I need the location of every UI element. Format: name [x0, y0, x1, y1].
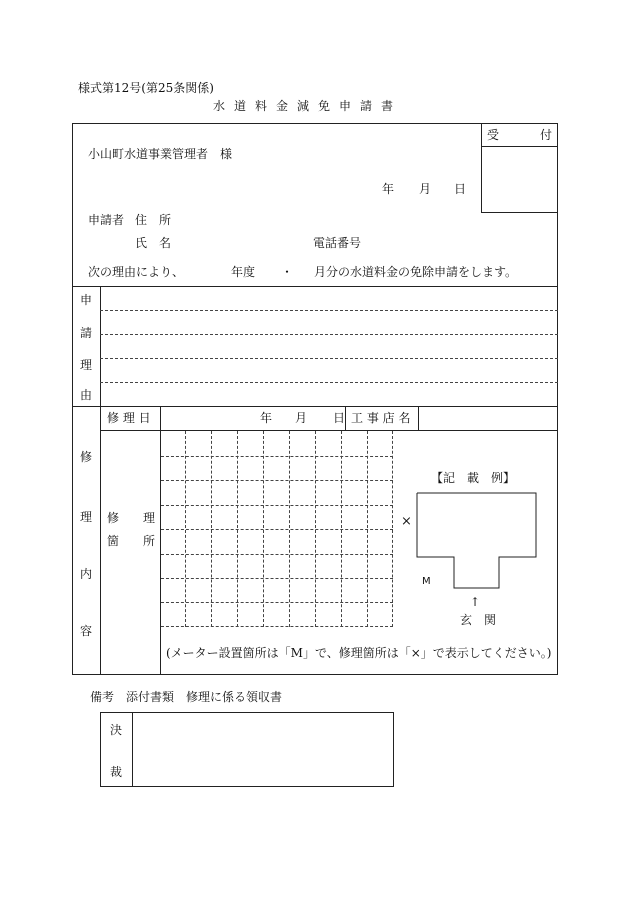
repair-date-month[interactable]: 月: [295, 411, 308, 425]
reason-label-divider: [100, 286, 101, 675]
contractor-left-divider: [345, 406, 346, 430]
grid-h-2: [161, 480, 393, 481]
repair-side-label-1: 修: [80, 450, 93, 464]
name-label: 氏 名: [135, 236, 172, 250]
remarks: 備考 添付書類 修理に係る領収書: [90, 690, 283, 704]
reason-line-3[interactable]: [100, 358, 558, 359]
receipt-label-left: 受: [487, 128, 500, 142]
repair-date-day[interactable]: 日: [333, 411, 346, 425]
example-meter-mark: M: [422, 576, 431, 587]
repair-note: (メーター設置箇所は「M」で、修理箇所は「×」で表示してください。): [166, 646, 552, 660]
grid-h-3: [161, 505, 393, 506]
decision-box[interactable]: [100, 712, 394, 787]
date-month-label: 月: [419, 182, 432, 196]
decision-label-1: 決: [110, 723, 123, 737]
receipt-label-right: 付: [540, 128, 553, 142]
grid-h-6: [161, 578, 393, 579]
repair-top-line: [72, 406, 558, 407]
repair-location-grid[interactable]: [161, 431, 393, 627]
decision-divider: [132, 712, 133, 787]
reason-label-4: 由: [80, 388, 93, 402]
repair-side-label-4: 容: [80, 624, 93, 638]
grid-h-7: [161, 602, 393, 603]
grid-h-8: [161, 626, 393, 627]
addressee: 小山町水道事業管理者 様: [88, 147, 233, 161]
reason-top-line: [72, 286, 558, 287]
repair-date-year[interactable]: 年: [260, 411, 273, 425]
grid-h-5: [161, 554, 393, 555]
example-title: 【記 載 例】: [431, 471, 516, 485]
phone-label: 電話番号: [313, 236, 362, 250]
grid-h-1: [161, 456, 393, 457]
reason-line-4[interactable]: [100, 382, 558, 383]
form-title: 水道料金減免申請書: [213, 99, 403, 113]
request-prefix: 次の理由により、: [88, 265, 185, 279]
grid-h-4: [161, 529, 393, 530]
repair-side-label-2: 理: [80, 510, 93, 524]
reason-label-1: 申: [80, 293, 93, 307]
date-year-label: 年: [382, 182, 395, 196]
arrow-up-icon: ↑: [470, 595, 481, 609]
reason-label-2: 請: [80, 326, 93, 340]
contractor-right-divider: [418, 406, 419, 430]
contractor-label: 工 事 店 名: [351, 411, 411, 425]
repair-date-label: 修 理 日: [107, 411, 151, 425]
repair-side-label-3: 内: [80, 567, 93, 581]
decision-label-2: 裁: [110, 765, 123, 779]
request-dot: ・: [281, 265, 294, 279]
reason-line-1[interactable]: [100, 310, 558, 311]
address-label: 住 所: [135, 213, 172, 227]
repair-location-label-1: 修 理: [107, 511, 156, 525]
example-cross-mark: ×: [401, 514, 412, 529]
date-day-label: 日: [454, 182, 467, 196]
repair-location-label-2: 箇 所: [107, 534, 156, 548]
request-suffix: 月分の水道料金の免除申請をします。: [314, 265, 518, 279]
applicant-label: 申請者: [88, 213, 125, 227]
receipt-divider: [481, 146, 558, 147]
example-entrance: 玄 関: [460, 613, 497, 627]
reason-label-3: 理: [80, 358, 93, 372]
form-number: 様式第12号(第25条関係): [78, 81, 214, 95]
reason-line-2[interactable]: [100, 334, 558, 335]
request-nendo: 年度: [231, 265, 256, 279]
